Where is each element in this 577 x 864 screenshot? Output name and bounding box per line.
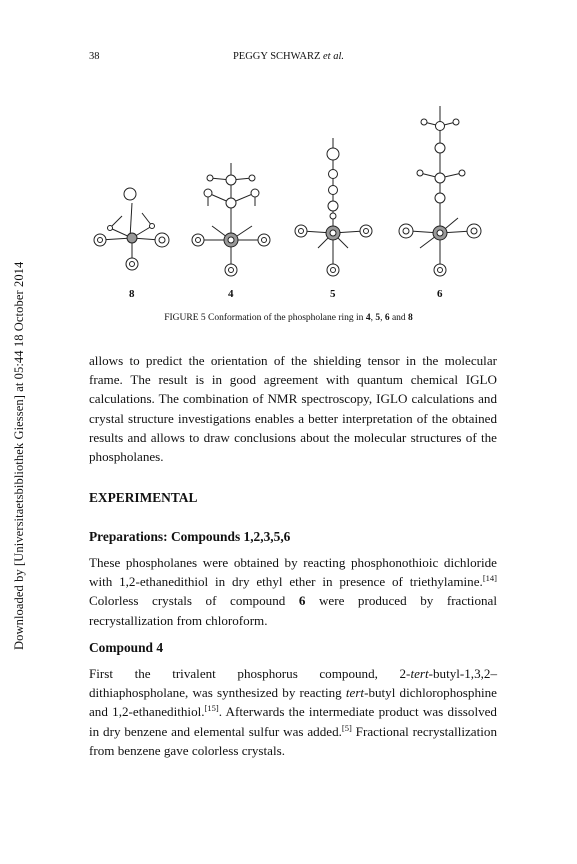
prep-sentence-2b: were produced by fractional recrystallization from chloroform.	[89, 593, 497, 628]
page-number: 38	[89, 51, 100, 62]
molecule-4	[192, 163, 270, 276]
running-head	[0, 51, 577, 62]
caption-sep: ,	[370, 313, 376, 323]
c4-text-e: Fractional recrystallization from benzene gave colorless crystals.	[89, 723, 497, 758]
preparations-text	[89, 553, 497, 630]
figure-label-4: 4	[228, 288, 234, 300]
caption-compound: 6	[384, 313, 390, 323]
subheading-preparations: Preparations: Compounds 1,2,3,5,6	[89, 529, 291, 544]
caption-text: FIGURE 5 Conformation of the phospholane ring in	[164, 313, 366, 323]
running-head-author: PEGGY SCHWARZ	[232, 51, 321, 62]
citation-5: [5]	[341, 722, 352, 733]
molecular-structures-figure	[80, 98, 500, 308]
caption-compound: 4	[365, 313, 371, 323]
page-header	[0, 51, 577, 67]
c4-text-c: -butyl dichlorophosphine and 1,2-ethanedithiol.	[89, 685, 497, 720]
figure-label-8: 8	[129, 288, 135, 300]
intro-text: allows to predict the orientation of the shielding tensor in the molecular frame. The result is in good agreement with quantum chemical IGLO calculations. The combination of NMR spectroscopy, IGLO calculations and crystal structure investigations enables a better interpretation of the obtained results and allows to draw conclusions about the molecular structures of the phospholanes.	[89, 353, 497, 465]
compound-ref-6: 6	[298, 593, 306, 609]
download-watermark: Downloaded by [Universitaetsbibliothek Giessen] at 05:44 18 October 2014	[12, 261, 26, 650]
preparations-paragraph	[89, 553, 497, 630]
caption-compound: 8	[408, 313, 413, 323]
molecule-8	[94, 188, 169, 270]
citation-15: [15]	[204, 703, 219, 714]
compound-4-text	[89, 664, 497, 760]
c4-text-b: -butyl-1,3,2–dithiaphospholane, was synthesized by reacting	[89, 666, 497, 701]
molecule-5	[295, 138, 372, 276]
subheading-compound-4: Compound 4	[89, 640, 164, 655]
molecule-6	[399, 106, 481, 276]
figure-caption	[0, 313, 577, 323]
caption-compound: 5	[375, 313, 381, 323]
compound-4-paragraph	[89, 664, 497, 760]
prep-sentence-2a: Colorless crystals of compound	[89, 593, 299, 609]
intro-paragraph	[89, 351, 497, 466]
figure-label-6: 6	[437, 288, 443, 300]
caption-sep: ,	[380, 313, 385, 323]
citation-14: [14]	[482, 573, 497, 584]
section-heading-experimental: EXPERIMENTAL	[89, 490, 198, 505]
c4-text-a: First the trivalent phosphorus compound, 2-	[89, 666, 411, 681]
c4-text-d: . Afterwards the intermediate product was dissolved in dry benzene and elemental sulfur was added.	[89, 704, 497, 739]
prep-sentence-1: These phospholanes were obtained by reacting phosphonothioic dichloride with 1,2-ethanedithiol in dry ethyl ether in presence of triethylamine.	[89, 555, 497, 590]
running-head-suffix: et al.	[323, 51, 345, 62]
c4-tert-1: tert	[410, 666, 429, 681]
c4-tert-2: tert	[345, 685, 365, 701]
caption-sep: and	[389, 313, 409, 323]
figure-label-5: 5	[330, 288, 336, 300]
